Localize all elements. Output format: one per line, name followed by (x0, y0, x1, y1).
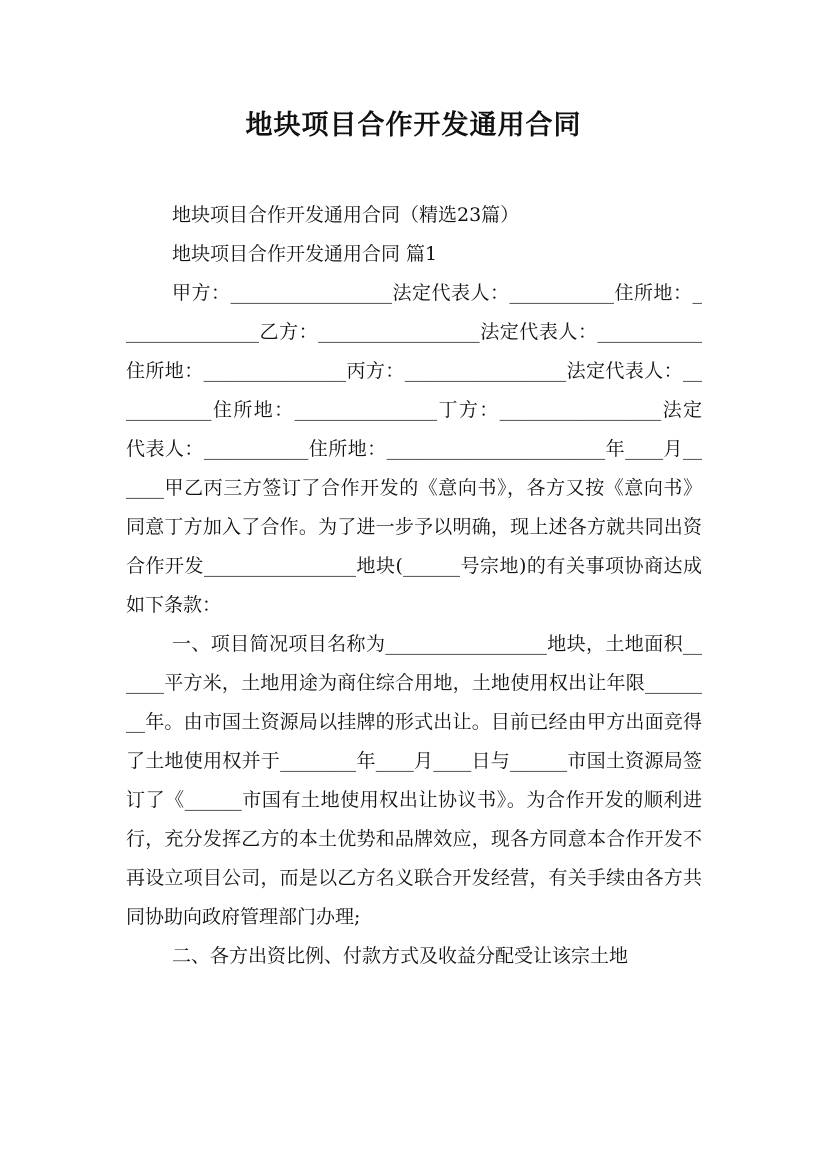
capital-contribution-paragraph: 二、各方出资比例、付款方式及收益分配受让该宗土地 (172, 945, 629, 967)
project-overview-paragraph: 一、项目简况项目名称为_________________地块，土地面积______平方米，土地用途为商住综合用地，土地使用权出让年限________年。由市国土资源局以挂牌的形式出让。目前已经由甲方出面竞得了土地使用权并于________年____月____日与______市国土资源局签订了《______市国有土地使用权出让协议书》。为合作开发的顺利进行，充分发挥乙方的本土优势和品牌效应，现各方同意本合作开发不再设立项目公司，而是以乙方名义联合开发经营，有关手续由各方共同协助向政府管理部门办理; (126, 633, 702, 928)
contract-parties-paragraph: 甲方：_________________法定代表人：___________住所地：_______________乙方：_________________法定代表人：___________住所地：_______________丙方：_________________法定代表人：___________住所地：_______________丁方：_________________法定代表人：___________住所地：_______________________年____月______甲乙丙三方签订了合作开发的《意向书》，各方又按《意向书》同意丁方加入了合作。为了进一步予以明确，现上述各方就共同出资合作开发________________地块(______号宗地)的有关事项协商达成如下条款： (126, 282, 702, 616)
article-heading: 地块项目合作开发通用合同 篇1 (172, 243, 438, 265)
document-subtitle: 地块项目合作开发通用合同（精选23篇） (172, 204, 520, 226)
document-body (126, 196, 702, 976)
document-title: 地块项目合作开发通用合同 (245, 110, 582, 141)
